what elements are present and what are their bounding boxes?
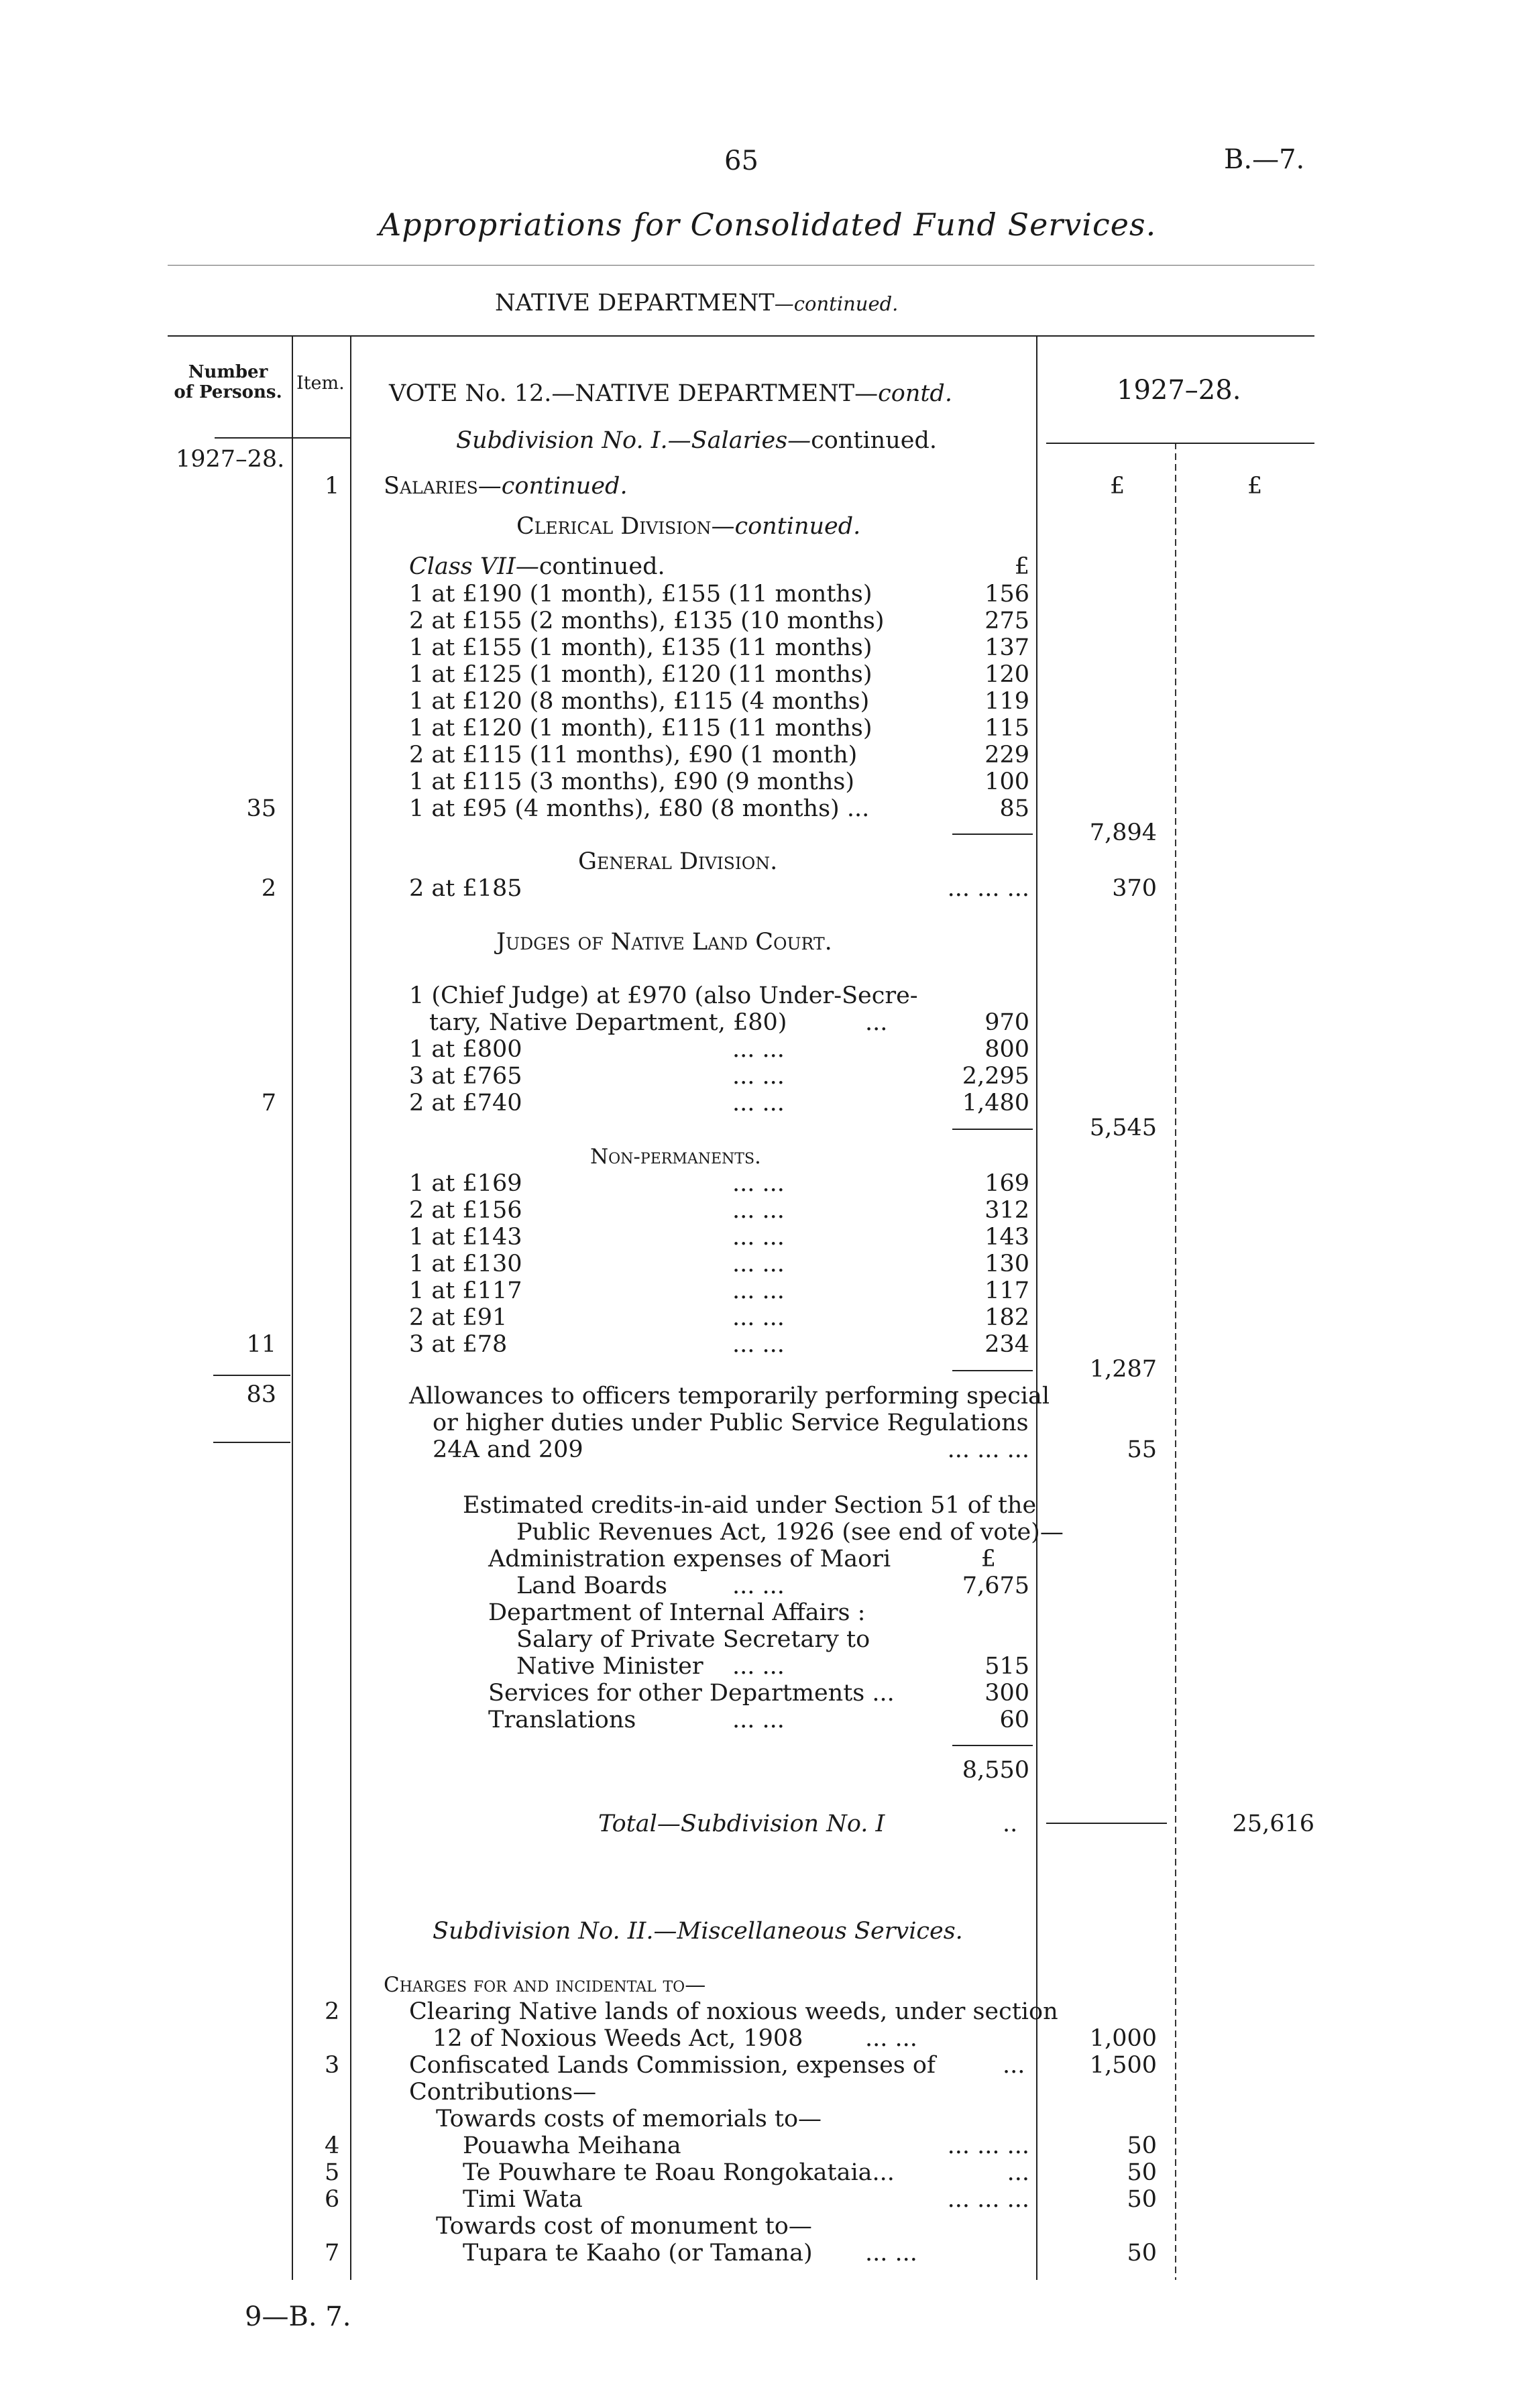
general-row-text: 2 at £185 xyxy=(409,875,522,902)
memorial-item-dots: ... ... ... xyxy=(947,2186,1029,2213)
clerical-row-text: 1 at £95 (4 months), £80 (8 months) ... xyxy=(409,795,870,822)
nonperm-row-amount: 130 xyxy=(984,1251,1029,1277)
nonperm-row-dots: ... ... xyxy=(732,1170,785,1197)
subdivision-total-rule xyxy=(1046,1823,1167,1824)
clerical-row-amount: 85 xyxy=(999,795,1029,822)
credits-services: Services for other Departments ... xyxy=(488,1680,895,1707)
memorial-item-dots: ... xyxy=(1007,2159,1029,2186)
document-reference: B.—7. xyxy=(1224,144,1305,175)
nonperm-row-text: 1 at £143 xyxy=(409,1224,522,1251)
misc-item-dots: ... xyxy=(1003,2052,1025,2079)
general-persons: 2 xyxy=(261,875,276,902)
judges-chief-line1: 1 (Chief Judge) at £970 (also Under-Secre- xyxy=(409,982,918,1009)
nonperm-persons: 11 xyxy=(246,1331,276,1358)
misc-item-amount: 1,000 xyxy=(1089,2025,1157,2052)
clerical-row-text: 2 at £155 (2 months), £135 (10 months) xyxy=(409,608,885,634)
nonperm-row-dots: ... ... xyxy=(732,1197,785,1224)
class-seven-label: Class VII—continued. xyxy=(409,553,665,580)
monument-item-dots: ... ... xyxy=(865,2240,917,2267)
allowances-amount: 55 xyxy=(1127,1436,1157,1463)
nonperm-row-text: 2 at £156 xyxy=(409,1197,522,1224)
memorials-heading: Towards costs of memorials to— xyxy=(436,2106,822,2132)
department-heading: NATIVE DEPARTMENT—continued. xyxy=(495,290,899,317)
memorial-item-text: Timi Wata xyxy=(463,2186,583,2213)
nonperm-total: 1,287 xyxy=(1089,1356,1157,1383)
judges-row-text: 1 at £800 xyxy=(409,1036,522,1063)
judges-row-amount: 2,295 xyxy=(962,1063,1029,1090)
column-divider-item xyxy=(350,335,351,2280)
clerical-row-text: 1 at £115 (3 months), £90 (9 months) xyxy=(409,768,854,795)
general-total: 370 xyxy=(1112,875,1157,902)
misc-item-line1: Clearing Native lands of noxious weeds, under section xyxy=(409,1998,1058,2025)
clerical-row-amount: 156 xyxy=(984,581,1029,608)
persons-sum-rule xyxy=(213,1375,290,1376)
printer-signature: 9—B. 7. xyxy=(245,2301,351,2332)
memorial-item-text: Te Pouwhare te Roau Rongokataia... xyxy=(463,2159,895,2186)
credits-sum-rule xyxy=(952,1745,1033,1746)
contributions-heading: Contributions— xyxy=(409,2079,597,2106)
credits-pound-sign: £ xyxy=(980,1546,996,1572)
misc-item-number: 2 xyxy=(325,1998,340,2025)
clerical-row-amount: 119 xyxy=(984,688,1029,715)
clerical-row-text: 1 at £120 (1 month), £115 (11 months) xyxy=(409,715,872,742)
title-rule xyxy=(168,265,1314,266)
judges-chief-line2: tary, Native Department, £80) xyxy=(429,1009,787,1036)
clerical-row-amount: 137 xyxy=(984,634,1029,661)
judges-persons: 7 xyxy=(261,1090,276,1116)
clerical-row-amount: 229 xyxy=(984,742,1029,768)
page-number: 65 xyxy=(724,146,758,176)
clerical-row-text: 1 at £125 (1 month), £120 (11 months) xyxy=(409,661,872,688)
credits-services-amount: 300 xyxy=(984,1680,1029,1707)
col-header-number: Number of Persons. xyxy=(174,362,282,402)
general-leader-dots: ... ... ... xyxy=(947,875,1029,902)
judges-total: 5,545 xyxy=(1089,1114,1157,1141)
credits-admin-dots: ... ... xyxy=(732,1572,785,1599)
monument-item-text: Tupara te Kaaho (or Tamana) xyxy=(463,2240,813,2267)
clerical-sum-rule xyxy=(952,834,1033,835)
misc-item-line1: Confiscated Lands Commission, expenses of xyxy=(409,2052,936,2079)
credits-admin-amount: 7,675 xyxy=(962,1572,1029,1599)
nonperm-row-dots: ... ... xyxy=(732,1251,785,1277)
memorial-item-text: Pouawha Meihana xyxy=(463,2132,681,2159)
monument-item-amount: 50 xyxy=(1127,2240,1157,2267)
judges-sum-rule xyxy=(952,1129,1033,1130)
judges-chief-dots: ... xyxy=(865,1009,888,1036)
year-header: 1927–28. xyxy=(1117,375,1241,406)
memorial-item-dots: ... ... ... xyxy=(947,2132,1029,2159)
table-top-rule xyxy=(168,335,1314,337)
nonperm-row-text: 3 at £78 xyxy=(409,1331,508,1358)
clerical-row-amount: 275 xyxy=(984,608,1029,634)
subdivision-total-amount: 25,616 xyxy=(1232,1811,1314,1837)
judges-chief-amount: 970 xyxy=(984,1009,1029,1036)
clerical-heading: Clerical Division—continued. xyxy=(516,513,861,540)
credits-admin-line1: Administration expenses of Maori xyxy=(488,1546,891,1572)
allowances-line2: or higher duties under Public Service Regulations xyxy=(433,1410,1029,1436)
nonperm-row-amount: 234 xyxy=(984,1331,1029,1358)
credits-line1: Estimated credits-in-aid under Section 51 of the xyxy=(463,1492,1037,1519)
credits-dept-amount: 515 xyxy=(984,1653,1029,1680)
nonperm-row-dots: ... ... xyxy=(732,1331,785,1358)
memorial-item-amount: 50 xyxy=(1127,2132,1157,2159)
clerical-row-text: 2 at £115 (11 months), £90 (1 month) xyxy=(409,742,858,768)
nonperm-row-text: 1 at £117 xyxy=(409,1277,522,1304)
credits-total: 8,550 xyxy=(962,1757,1029,1784)
allowances-leader-dots: ... ... ... xyxy=(947,1436,1029,1463)
clerical-total: 7,894 xyxy=(1089,819,1157,846)
memorial-item-number: 5 xyxy=(325,2159,340,2186)
nonperm-sum-rule xyxy=(952,1370,1033,1371)
pound-header-1: £ xyxy=(1110,473,1125,500)
judges-row-dots: ... ... xyxy=(732,1036,785,1063)
subdivision-total-label: Total—Subdivision No. I xyxy=(598,1811,885,1837)
year-head-rule xyxy=(1046,443,1314,444)
charges-heading: Charges for and incidental to— xyxy=(384,1973,706,1997)
credits-dept-line1: Department of Internal Affairs : xyxy=(488,1599,866,1626)
subdivision-total-dots: .. xyxy=(1003,1811,1018,1837)
general-heading: General Division. xyxy=(578,848,778,875)
column-divider-pounds xyxy=(1175,443,1176,2280)
persons-end-rule xyxy=(213,1442,290,1443)
persons-head-rule xyxy=(215,437,292,439)
column-divider-persons xyxy=(292,335,293,2280)
allowances-line1: Allowances to officers temporarily performing special xyxy=(409,1383,1050,1410)
clerical-row-text: 1 at £190 (1 month), £155 (11 months) xyxy=(409,581,872,608)
nonperm-row-dots: ... ... xyxy=(732,1277,785,1304)
nonperm-row-amount: 117 xyxy=(984,1277,1029,1304)
judges-row-amount: 1,480 xyxy=(962,1090,1029,1116)
monument-heading: Towards cost of monument to— xyxy=(436,2213,812,2240)
allowances-line3: 24A and 209 xyxy=(433,1436,583,1463)
salaries-heading: Salaries—continued. xyxy=(384,473,628,500)
credits-translations-amount: 60 xyxy=(999,1707,1029,1733)
nonperm-heading: Non-permanents. xyxy=(590,1145,761,1169)
nonperm-row-amount: 182 xyxy=(984,1304,1029,1331)
monument-item-number: 7 xyxy=(325,2240,340,2267)
judges-row-text: 3 at £765 xyxy=(409,1063,522,1090)
nonperm-row-text: 2 at £91 xyxy=(409,1304,508,1331)
memorial-item-amount: 50 xyxy=(1127,2186,1157,2213)
col-header-item: Item. xyxy=(296,373,345,394)
subdivision-two-heading: Subdivision No. II.—Miscellaneous Services. xyxy=(433,1918,963,1945)
clerical-row-text: 1 at £120 (8 months), £115 (4 months) xyxy=(409,688,870,715)
clerical-row-text: 1 at £155 (1 month), £135 (11 months) xyxy=(409,634,872,661)
judges-row-amount: 800 xyxy=(984,1036,1029,1063)
item-head-rule xyxy=(292,437,350,439)
judges-row-text: 2 at £740 xyxy=(409,1090,522,1116)
nonperm-row-amount: 169 xyxy=(984,1170,1029,1197)
credits-dept-line2: Salary of Private Secretary to xyxy=(516,1626,870,1653)
nonperm-row-dots: ... ... xyxy=(732,1304,785,1331)
year-left: 1927–28. xyxy=(176,446,285,473)
nonperm-row-text: 1 at £169 xyxy=(409,1170,522,1197)
judges-row-dots: ... ... xyxy=(732,1063,785,1090)
memorial-item-amount: 50 xyxy=(1127,2159,1157,2186)
class-pound-sign: £ xyxy=(1014,553,1029,580)
clerical-row-amount: 100 xyxy=(984,768,1029,795)
pound-header-2: £ xyxy=(1247,473,1263,500)
column-divider-amount xyxy=(1036,335,1037,2280)
misc-item-dots: ... ... xyxy=(865,2025,917,2052)
vote-title: VOTE No. 12.—NATIVE DEPARTMENT—contd. xyxy=(389,380,952,407)
misc-item-amount: 1,500 xyxy=(1089,2052,1157,2079)
clerical-row-amount: 115 xyxy=(984,715,1029,742)
credits-dept-line3: Native Minister xyxy=(516,1653,703,1680)
salaries-item-number: 1 xyxy=(325,473,340,500)
misc-item-number: 3 xyxy=(325,2052,340,2079)
nonperm-row-amount: 312 xyxy=(984,1197,1029,1224)
persons-total: 83 xyxy=(246,1381,276,1408)
misc-item-line2: 12 of Noxious Weeds Act, 1908 xyxy=(433,2025,803,2052)
clerical-persons: 35 xyxy=(246,795,276,822)
credits-translations-dots: ... ... xyxy=(732,1707,785,1733)
credits-admin-line2: Land Boards xyxy=(516,1572,667,1599)
clerical-row-amount: 120 xyxy=(984,661,1029,688)
nonperm-row-amount: 143 xyxy=(984,1224,1029,1251)
memorial-item-number: 6 xyxy=(325,2186,340,2213)
subdivision-one-heading: Subdivision No. I.—Salaries—continued. xyxy=(456,427,937,454)
memorial-item-number: 4 xyxy=(325,2132,340,2159)
page-title: Appropriations for Consolidated Fund Services. xyxy=(379,207,1157,243)
judges-row-dots: ... ... xyxy=(732,1090,785,1116)
judges-heading: Judges of Native Land Court. xyxy=(496,929,832,956)
credits-dept-dots: ... ... xyxy=(732,1653,785,1680)
nonperm-row-text: 1 at £130 xyxy=(409,1251,522,1277)
nonperm-row-dots: ... ... xyxy=(732,1224,785,1251)
credits-translations: Translations xyxy=(488,1707,636,1733)
credits-line2: Public Revenues Act, 1926 (see end of vote)— xyxy=(516,1519,1064,1546)
